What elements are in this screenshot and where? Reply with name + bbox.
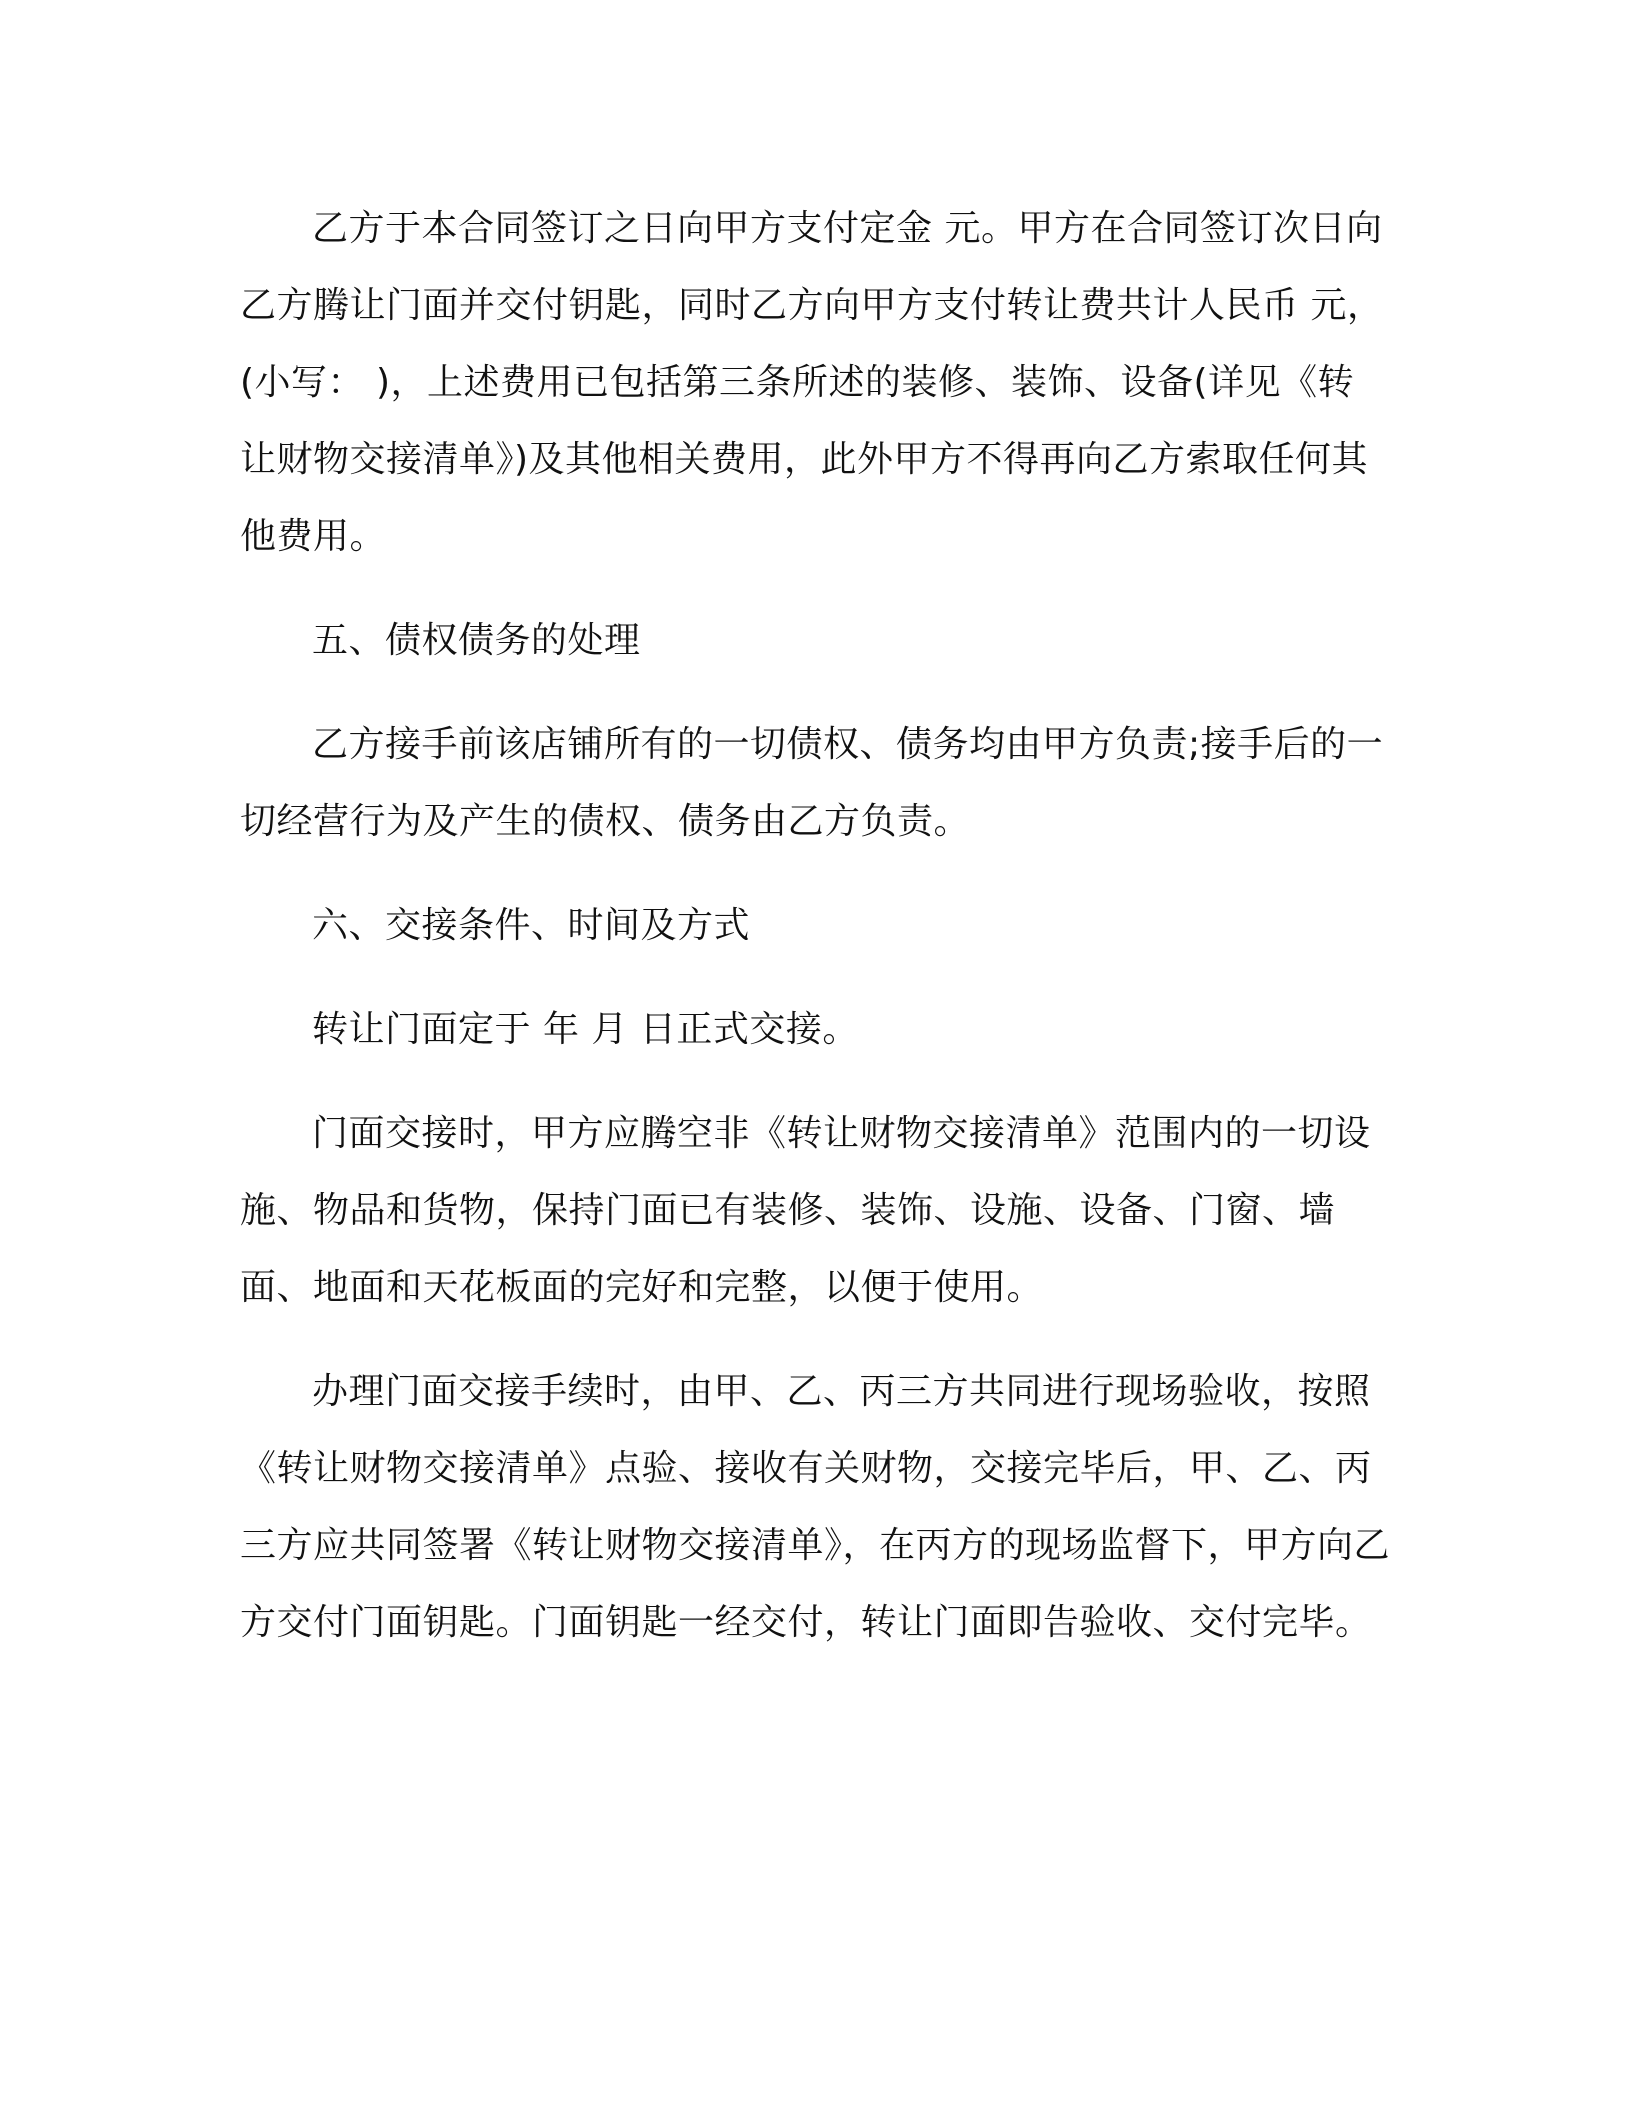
paragraph-handover-date: 转让门面定于 年 月 日正式交接。	[312, 1009, 859, 1050]
paragraph-debts: 乙方接手前该店铺所有的一切债权、债务均由甲方负责;接手后的一切经营行为及产生的债权、债务由乙方负责。	[240, 724, 1384, 842]
section-heading-handover: 六、交接条件、时间及方式	[312, 905, 751, 946]
paragraph-deposit-payment: 乙方于本合同签订之日向甲方支付定金 元。甲方在合同签订次日向乙方腾让门面并交付钥匙，同时乙方向甲方支付转让费共计人民币 元，(小写： )，上述费用已包括第三条所述的装修、装饰、设备(详见《转让财物交接清单》)及其他相关费用，此外甲方不得再向乙方索取任何其他费用。	[240, 208, 1384, 557]
paragraph-handover-conditions: 门面交接时，甲方应腾空非《转让财物交接清单》范围内的一切设施、物品和货物，保持门面已有装修、装饰、设施、设备、门窗、墙面、地面和天花板面的完好和完整，以便于使用。	[240, 1113, 1371, 1308]
paragraph-handover-procedure: 办理门面交接手续时，由甲、乙、丙三方共同进行现场验收，按照《转让财物交接清单》点验、接收有关财物，交接完毕后，甲、乙、丙三方应共同签署《转让财物交接清单》，在丙方的现场监督下，甲方向乙方交付门面钥匙。门面钥匙一经交付，转让门面即告验收、交付完毕。	[240, 1371, 1391, 1643]
section-heading-debts: 五、债权债务的处理	[312, 620, 641, 661]
document-body	[240, 190, 1390, 1688]
